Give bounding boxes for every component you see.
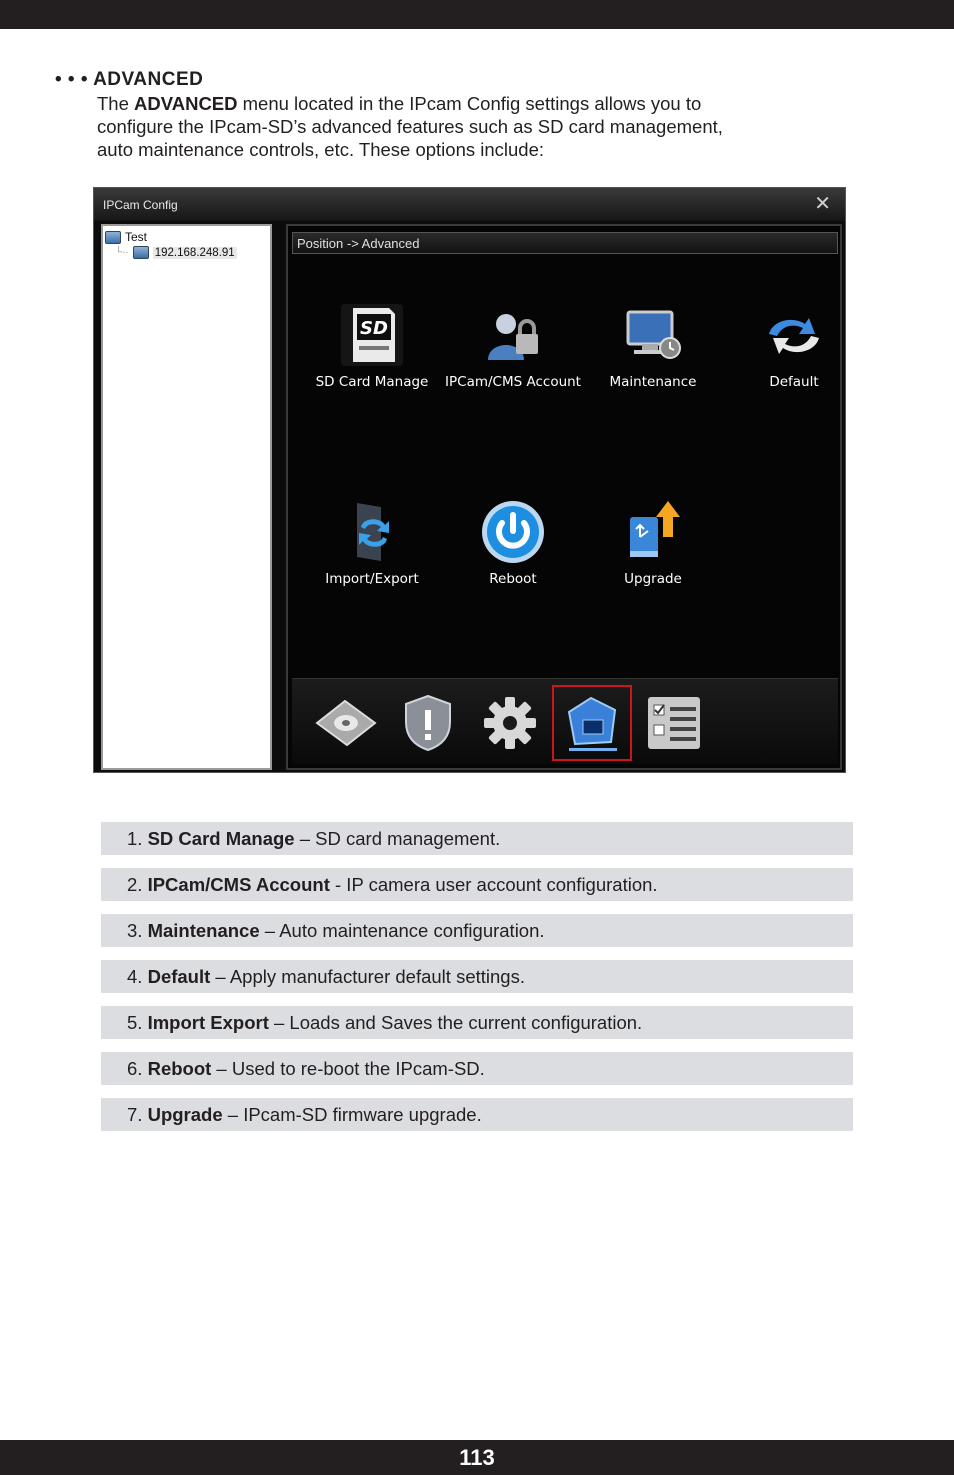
- intro-text: configure the IPcam-SD’s advanced features such as SD card management,: [97, 116, 723, 137]
- tile-label: Default: [769, 374, 819, 390]
- list-item: [101, 868, 853, 901]
- item-number: 5.: [127, 1012, 148, 1033]
- item-description: – Apply manufacturer default settings.: [210, 966, 525, 987]
- list-item: [101, 822, 853, 855]
- tile-label: Maintenance: [609, 374, 697, 390]
- svg-text:SD: SD: [360, 318, 388, 339]
- tile-label: IPCam/CMS Account: [445, 374, 581, 390]
- tree-root[interactable]: [105, 230, 147, 244]
- item-title: Reboot: [147, 1058, 212, 1079]
- toolbar-checklist-button[interactable]: [634, 685, 714, 761]
- gear-icon: [480, 693, 540, 753]
- item-number: 4.: [127, 966, 148, 987]
- page-number: 113: [459, 1444, 495, 1470]
- intro-text: auto maintenance controls, etc. These options include:: [97, 139, 545, 160]
- item-title: SD Card Manage: [147, 828, 295, 849]
- item-title: Upgrade: [147, 1104, 223, 1125]
- item-number: 3.: [127, 920, 148, 941]
- bottom-toolbar: [292, 678, 838, 764]
- shield-icon: [400, 692, 456, 754]
- tile-import-export[interactable]: [297, 497, 447, 587]
- item-number: 7.: [127, 1104, 148, 1125]
- close-icon[interactable]: ✕: [814, 193, 831, 215]
- intro-paragraph: [97, 92, 857, 161]
- intro-text: menu located in the IPcam Config settings allows you to: [237, 93, 702, 114]
- list-item: [101, 960, 853, 993]
- tile-label: Import/Export: [325, 571, 419, 587]
- tree-connector-icon: └··: [115, 247, 129, 258]
- tree-node-camera[interactable]: [115, 246, 237, 259]
- tile-sd-card-manage[interactable]: [297, 300, 447, 390]
- power-icon: [478, 497, 548, 567]
- item-number: 1.: [127, 828, 148, 849]
- monitor-clock-icon: [618, 300, 688, 370]
- window-title: IPCam Config: [94, 188, 845, 221]
- folder-arrows-icon: [337, 497, 407, 567]
- users-lock-icon: [478, 300, 548, 370]
- list-item: [101, 1098, 853, 1131]
- item-title: IPCam/CMS Account: [147, 874, 330, 895]
- item-description: - IP camera user account configuration.: [329, 874, 658, 895]
- toolbar-disk-button[interactable]: [306, 685, 386, 761]
- top-bar: [0, 0, 954, 29]
- item-description: – Used to re-boot the IPcam-SD.: [211, 1058, 485, 1079]
- item-title: Maintenance: [147, 920, 260, 941]
- item-description: – Loads and Saves the current configuration.: [268, 1012, 643, 1033]
- intro-text: The: [97, 93, 135, 114]
- refresh-arrows-icon: [759, 300, 829, 370]
- tile-label: Reboot: [489, 571, 537, 587]
- list-item: [101, 1052, 853, 1085]
- section-heading: • • • ADVANCED: [55, 69, 204, 90]
- list-item: [101, 914, 853, 947]
- position-bar: Position -> Advanced: [292, 232, 838, 254]
- tree-node-label: 192.168.248.91: [154, 246, 235, 259]
- advanced-panel: [286, 224, 842, 770]
- network-icon: [105, 231, 121, 244]
- device-tree: [101, 224, 272, 770]
- usb-upload-icon: [618, 497, 688, 567]
- tile-label: Upgrade: [624, 571, 682, 587]
- camera-icon: [133, 246, 149, 259]
- item-description: – IPcam-SD firmware upgrade.: [222, 1104, 482, 1125]
- tile-maintenance[interactable]: [578, 300, 728, 390]
- item-title: Import Export: [147, 1012, 269, 1033]
- intro-bold: ADVANCED: [134, 93, 238, 114]
- checklist-icon: [644, 693, 704, 753]
- item-number: 6.: [127, 1058, 148, 1079]
- item-title: Default: [147, 966, 211, 987]
- item-description: – SD card management.: [294, 828, 501, 849]
- disk-icon: [311, 693, 381, 753]
- tree-root-label: Test: [125, 230, 148, 244]
- toolbar-advanced-button[interactable]: [552, 685, 632, 761]
- tile-label: SD Card Manage: [315, 374, 429, 390]
- advanced-icon: [561, 692, 623, 754]
- toolbar-security-button[interactable]: [388, 685, 468, 761]
- ipcam-config-screenshot: [93, 187, 846, 773]
- item-number: 2.: [127, 874, 148, 895]
- tile-ipcam-cms-account[interactable]: [438, 300, 588, 390]
- tile-default[interactable]: [719, 300, 869, 390]
- tile-reboot[interactable]: [438, 497, 588, 587]
- footer-bar: [0, 1440, 954, 1475]
- toolbar-system-button[interactable]: [470, 685, 550, 761]
- sd-card-icon: [337, 300, 407, 370]
- tile-upgrade[interactable]: [578, 497, 728, 587]
- item-description: – Auto maintenance configuration.: [259, 920, 545, 941]
- list-item: [101, 1006, 853, 1039]
